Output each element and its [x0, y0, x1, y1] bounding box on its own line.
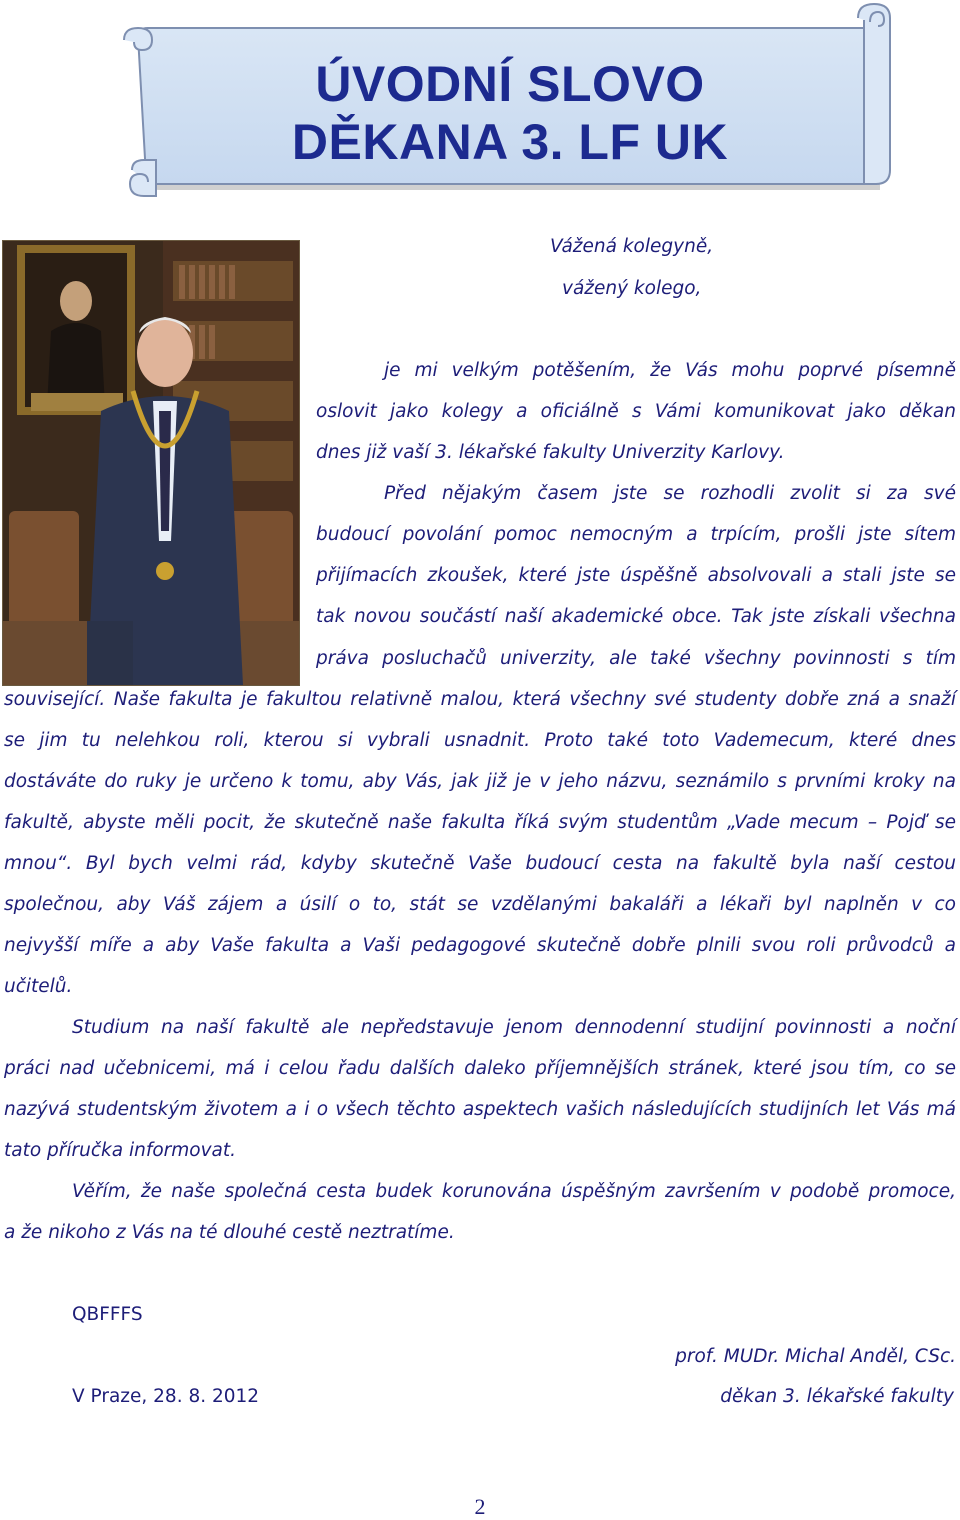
- body-line: Studium na naší fakultě ale nepředstavuje jenom dennodenní studijní povinnosti a noční: [72, 1017, 956, 1038]
- salutation-line-2: vážený kolego,: [562, 278, 702, 299]
- abbreviation: QBFFFS: [72, 1304, 143, 1325]
- body-line: dostáváte do ruky je určeno k tomu, aby Vás, jak již je v jeho názvu, seznámilo s prvními kroky na: [4, 771, 956, 792]
- salutation-line-1: Vážená kolegyně,: [550, 236, 714, 257]
- body-line: a že nikoho z Vás na té dlouhé cestě neztratíme.: [4, 1222, 455, 1243]
- page-number: 2: [474, 1494, 486, 1519]
- body-line: tak novou součástí naší akademické obce. Tak jste získali všechna: [316, 606, 956, 627]
- place-date: V Praze, 28. 8. 2012: [72, 1386, 260, 1407]
- title-line-2: DĚKANA 3. LF UK: [291, 114, 729, 170]
- body-line: práva posluchačů univerzity, ale také všechny povinnosti s tím: [316, 648, 956, 669]
- dean-portrait-photo: [2, 240, 300, 686]
- body-line: nazývá studentským životem a i o všech těchto aspektech vašich následujících studijních let Vás má: [4, 1099, 956, 1120]
- body-line: učitelů.: [4, 976, 73, 997]
- body-line: mnou“. Byl bych velmi rád, kdyby skutečně Vaše budoucí cesta na fakultě byla naší cestou: [4, 853, 956, 874]
- signature-role: děkan 3. lékařské fakulty: [720, 1386, 954, 1407]
- body-line: se jim tu nelehkou roli, kterou si vybrali usnadnit. Proto také toto Vademecum, které dnes: [4, 730, 956, 751]
- body-line: oslovit jako kolegy a oficiálně s Vámi komunikovat jako děkan: [316, 401, 956, 422]
- title-line-1: ÚVODNÍ SLOVO: [315, 56, 705, 112]
- body-line: práci nad učebnicemi, má i celou řadu dalších daleko příjemnějších stránek, které jsou tím, co se: [4, 1058, 956, 1079]
- body-line: Před nějakým časem jste se rozhodli zvolit si za své: [384, 483, 956, 504]
- body-line: je mi velkým potěšením, že Vás mohu poprvé písemně: [384, 360, 956, 381]
- body-line: fakultě, abyste měli pocit, že skutečně naše fakulta říká svým studentům „Vade mecum – Pojď se: [4, 812, 956, 833]
- signature-name: prof. MUDr. Michal Anděl, CSc.: [675, 1346, 956, 1367]
- body-line: související. Naše fakulta je fakultou relativně malou, která všechny své studenty dobře zná a snaží: [4, 689, 956, 710]
- body-line: tato příručka informovat.: [4, 1140, 237, 1161]
- body-line: nejvyšší míře a aby Vaše fakulta a Vaši pedagogové skutečně dobře plnili svou roli průvodců a: [4, 935, 956, 956]
- body-line: přijímacích zkoušek, které jste úspěšně absolvovali a stali jste se: [316, 565, 956, 586]
- body-line: budoucí povolání pomoc nemocným a trpícím, prošli jste sítem: [316, 524, 956, 545]
- body-line: dnes již vaší 3. lékařské fakulty Univerzity Karlovy.: [316, 442, 785, 463]
- page-title: [175, 55, 845, 171]
- body-line: společnou, aby Váš zájem a úsilí o to, stát se vzdělanými bakaláři a lékaři byl naplněn v co: [4, 894, 956, 915]
- body-line: Věřím, že naše společná cesta budek korunována úspěšným završením v podobě promoce,: [72, 1181, 956, 1202]
